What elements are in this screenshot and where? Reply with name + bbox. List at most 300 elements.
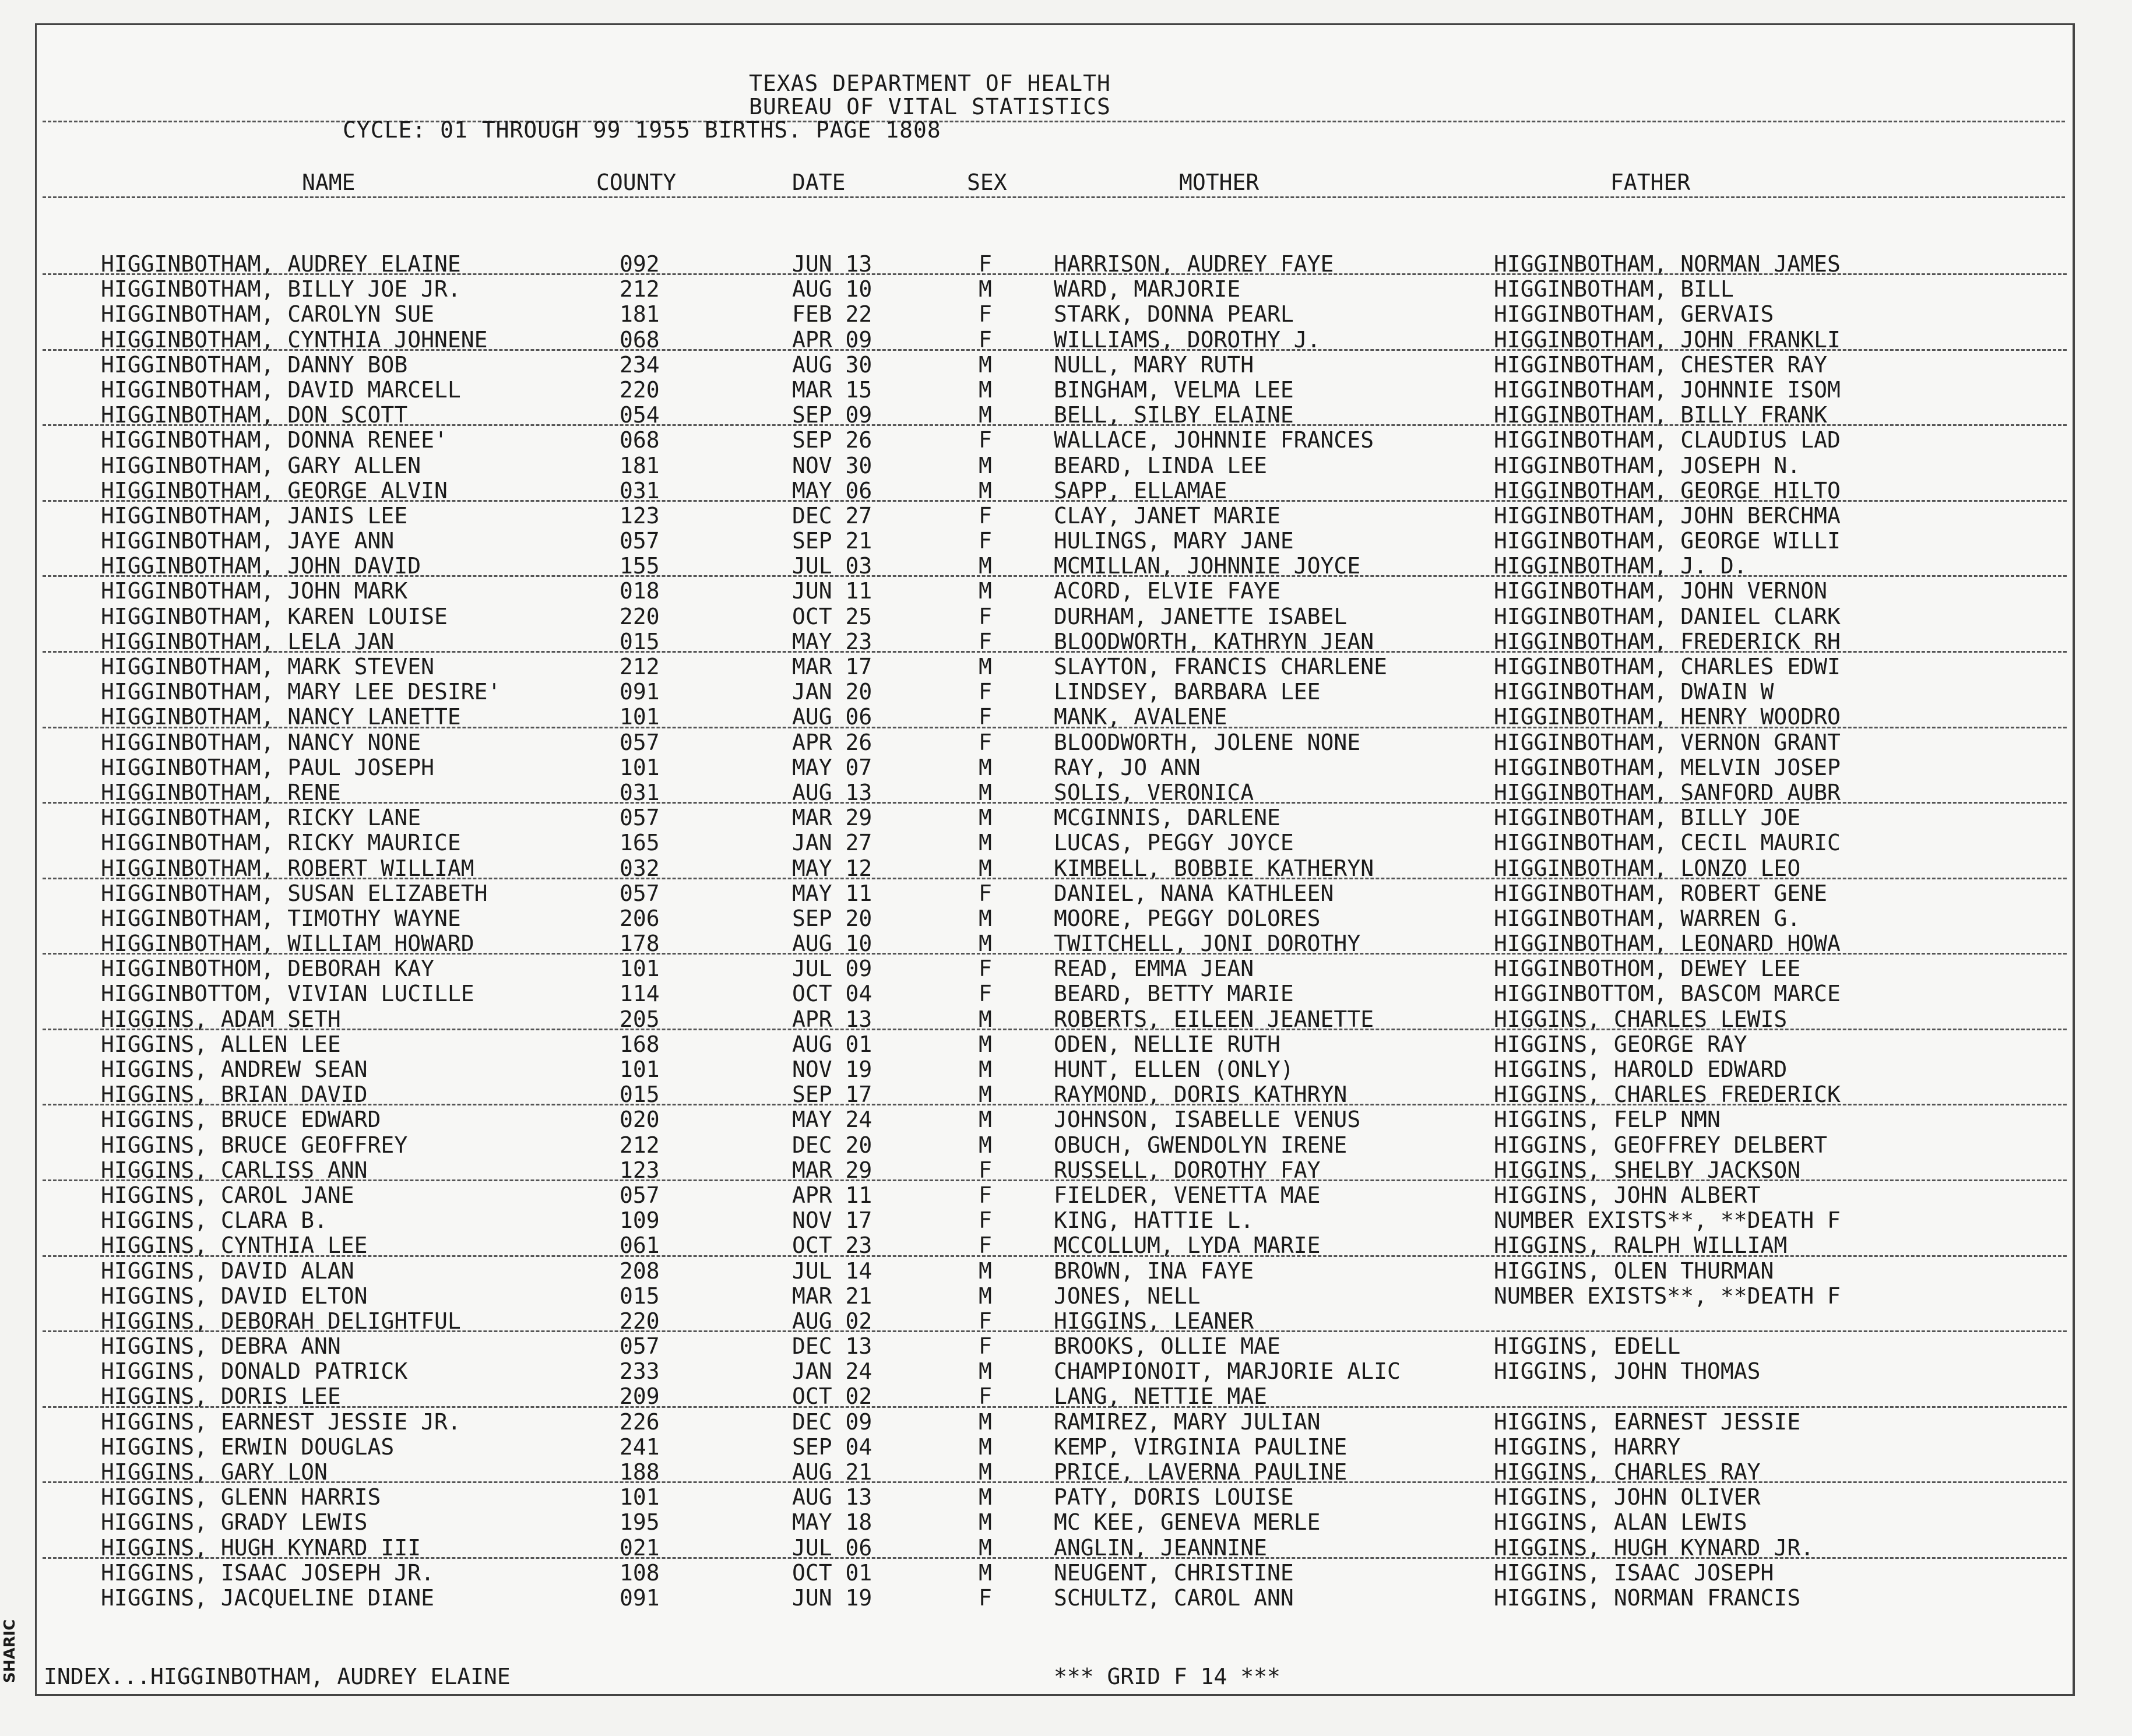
cell-father: HIGGINBOTHAM, GEORGE HILTO bbox=[1494, 477, 1841, 503]
table-row bbox=[37, 755, 2073, 780]
cell-name: HIGGINS, DAVID ELTON bbox=[101, 1283, 368, 1309]
cell-name: HIGGINS, GRADY LEWIS bbox=[101, 1509, 368, 1536]
cell-sex: F bbox=[979, 1233, 992, 1259]
cell-sex: F bbox=[979, 326, 992, 353]
cell-mother: BLOODWORTH, JOLENE NONE bbox=[1054, 729, 1361, 755]
cell-father: HIGGINS, EARNEST JESSIE bbox=[1494, 1408, 1801, 1435]
cell-name: HIGGINS, ANDREW SEAN bbox=[101, 1057, 368, 1082]
cell-mother: WARD, MARJORIE bbox=[1054, 276, 1241, 302]
cell-date: MAY 23 bbox=[792, 628, 872, 654]
cell-county: 212 bbox=[620, 276, 660, 302]
cell-father: NUMBER EXISTS**, **DEATH F bbox=[1494, 1207, 1841, 1234]
cell-sex: M bbox=[979, 931, 992, 957]
cell-father: HIGGINS, CHARLES RAY bbox=[1494, 1459, 1761, 1485]
column-county: COUNTY bbox=[596, 170, 677, 195]
cell-mother: RAYMOND, DORIS KATHRYN bbox=[1054, 1082, 1348, 1108]
cell-mother: PATY, DORIS LOUISE bbox=[1054, 1484, 1294, 1510]
cell-county: 068 bbox=[620, 427, 660, 453]
table-row bbox=[37, 654, 2073, 679]
cell-name: HIGGINBOTHAM, JOHN MARK bbox=[101, 578, 408, 604]
cell-father: HIGGINS, HUGH KYNARD JR. bbox=[1494, 1534, 1814, 1561]
table-row bbox=[37, 780, 2073, 805]
cell-date: SEP 20 bbox=[792, 905, 872, 931]
cell-sex: M bbox=[979, 402, 992, 428]
cell-sex: M bbox=[979, 654, 992, 679]
table-row bbox=[37, 1031, 2073, 1057]
cell-mother: MANK, AVALENE bbox=[1054, 704, 1227, 730]
cell-date: AUG 10 bbox=[792, 276, 872, 302]
cell-date: JAN 24 bbox=[792, 1358, 872, 1385]
cell-date: JUN 19 bbox=[792, 1584, 872, 1611]
cell-father: HIGGINS, ISAAC JOSEPH bbox=[1494, 1559, 1774, 1586]
cell-county: 234 bbox=[620, 351, 660, 378]
table-row bbox=[37, 881, 2073, 906]
cell-date: DEC 13 bbox=[792, 1333, 872, 1360]
cell-mother: KEMP, VIRGINIA PAULINE bbox=[1054, 1434, 1348, 1460]
cell-mother: ANGLIN, JEANNINE bbox=[1054, 1534, 1268, 1561]
cell-name: HIGGINBOTHAM, LELA JAN bbox=[101, 628, 395, 654]
table-row bbox=[37, 956, 2073, 981]
cell-mother: SAPP, ELLAMAE bbox=[1054, 477, 1227, 503]
cell-sex: M bbox=[979, 1107, 992, 1133]
cell-father: HIGGINBOTHAM, DANIEL CLARK bbox=[1494, 603, 1841, 629]
cell-sex: F bbox=[979, 251, 992, 277]
table-row bbox=[37, 1258, 2073, 1283]
cell-name: HIGGINS, CLARA B. bbox=[101, 1207, 328, 1234]
cell-sex: F bbox=[979, 1207, 992, 1234]
cell-sex: F bbox=[979, 1157, 992, 1183]
table-row bbox=[37, 1132, 2073, 1157]
cell-county: 031 bbox=[620, 779, 660, 805]
table-row bbox=[37, 276, 2073, 301]
cell-name: HIGGINBOTHAM, DON SCOTT bbox=[101, 402, 408, 428]
table-row bbox=[37, 503, 2073, 528]
cell-date: JUL 09 bbox=[792, 956, 872, 982]
cell-name: HIGGINBOTTOM, VIVIAN LUCILLE bbox=[101, 981, 474, 1007]
cell-mother: HULINGS, MARY JANE bbox=[1054, 528, 1294, 554]
table-row bbox=[37, 704, 2073, 729]
table-row bbox=[37, 1434, 2073, 1459]
cell-mother: HIGGINS, LEANER bbox=[1054, 1308, 1254, 1334]
cell-county: 101 bbox=[620, 956, 660, 982]
cell-name: HIGGINS, BRIAN DAVID bbox=[101, 1082, 368, 1108]
cell-county: 108 bbox=[620, 1559, 660, 1586]
cell-sex: M bbox=[979, 1484, 992, 1510]
cell-county: 178 bbox=[620, 931, 660, 957]
cell-date: APR 26 bbox=[792, 729, 872, 755]
cell-father: HIGGINBOTHAM, JOHN FRANKLI bbox=[1494, 326, 1841, 353]
cell-county: 057 bbox=[620, 880, 660, 906]
table-row bbox=[37, 1057, 2073, 1082]
cell-county: 018 bbox=[620, 578, 660, 604]
cell-name: HIGGINBOTHAM, AUDREY ELAINE bbox=[101, 251, 461, 277]
cell-county: 057 bbox=[620, 1182, 660, 1208]
cell-father: HIGGINS, GEORGE RAY bbox=[1494, 1031, 1747, 1057]
cell-date: APR 13 bbox=[792, 1006, 872, 1032]
cell-name: HIGGINBOTHAM, RICKY LANE bbox=[101, 805, 421, 831]
cell-mother: JONES, NELL bbox=[1054, 1283, 1201, 1309]
cell-sex: M bbox=[979, 779, 992, 805]
table-row bbox=[37, 604, 2073, 629]
cell-mother: BROWN, INA FAYE bbox=[1054, 1258, 1254, 1284]
cell-date: DEC 20 bbox=[792, 1132, 872, 1158]
index-label: INDEX...HIGGINBOTHAM, AUDREY ELAINE bbox=[44, 1664, 511, 1689]
cell-date: SEP 17 bbox=[792, 1082, 872, 1108]
table-row bbox=[37, 1207, 2073, 1233]
cell-sex: M bbox=[979, 1082, 992, 1108]
table-row bbox=[37, 251, 2073, 276]
cell-mother: WALLACE, JOHNNIE FRANCES bbox=[1054, 427, 1374, 453]
cell-mother: RAY, JO ANN bbox=[1054, 754, 1201, 780]
cell-county: 101 bbox=[620, 754, 660, 780]
cell-name: HIGGINS, DAVID ALAN bbox=[101, 1258, 354, 1284]
cell-name: HIGGINBOTHAM, MARY LEE DESIRE' bbox=[101, 679, 501, 705]
agency-title: TEXAS DEPARTMENT OF HEALTH bbox=[749, 71, 1111, 96]
cell-father: HIGGINBOTHAM, WARREN G. bbox=[1494, 905, 1801, 931]
table-row bbox=[37, 377, 2073, 402]
cell-date: JAN 27 bbox=[792, 830, 872, 856]
column-headers bbox=[37, 170, 2073, 199]
cell-date: DEC 27 bbox=[792, 502, 872, 529]
cell-father: HIGGINBOTHOM, DEWEY LEE bbox=[1494, 956, 1801, 982]
cell-name: HIGGINS, ERWIN DOUGLAS bbox=[101, 1434, 395, 1460]
cell-father: HIGGINBOTHAM, DWAIN W bbox=[1494, 679, 1774, 705]
cell-name: HIGGINS, DEBRA ANN bbox=[101, 1333, 341, 1360]
cell-date: APR 09 bbox=[792, 326, 872, 353]
cell-mother: RUSSELL, DOROTHY FAY bbox=[1054, 1157, 1321, 1183]
cell-date: MAY 11 bbox=[792, 880, 872, 906]
cell-name: HIGGINS, ISAAC JOSEPH JR. bbox=[101, 1559, 434, 1586]
cell-mother: WILLIAMS, DOROTHY J. bbox=[1054, 326, 1321, 353]
cell-mother: HARRISON, AUDREY FAYE bbox=[1054, 251, 1334, 277]
cell-date: OCT 23 bbox=[792, 1233, 872, 1259]
cell-father: HIGGINBOTHAM, MELVIN JOSEP bbox=[1494, 754, 1841, 780]
table-row bbox=[37, 1182, 2073, 1207]
cell-county: 220 bbox=[620, 376, 660, 403]
cell-sex: F bbox=[979, 1383, 992, 1410]
cell-sex: M bbox=[979, 578, 992, 604]
cell-name: HIGGINBOTHAM, JAYE ANN bbox=[101, 528, 395, 554]
table-row bbox=[37, 402, 2073, 427]
cell-sex: M bbox=[979, 376, 992, 403]
cell-father: HIGGINBOTHAM, CHESTER RAY bbox=[1494, 351, 1827, 378]
cell-county: 091 bbox=[620, 679, 660, 705]
cell-sex: M bbox=[979, 1509, 992, 1536]
cell-mother: HUNT, ELLEN (ONLY) bbox=[1054, 1057, 1294, 1082]
table-row bbox=[37, 1157, 2073, 1182]
cell-county: 101 bbox=[620, 1484, 660, 1510]
cell-sex: F bbox=[979, 1584, 992, 1611]
cell-father: HIGGINBOTHAM, BILL bbox=[1494, 276, 1734, 302]
cell-name: HIGGINBOTHAM, JANIS LEE bbox=[101, 502, 408, 529]
cell-date: AUG 02 bbox=[792, 1308, 872, 1334]
cell-mother: BELL, SILBY ELAINE bbox=[1054, 402, 1294, 428]
cell-name: HIGGINBOTHAM, DAVID MARCELL bbox=[101, 376, 461, 403]
table-row bbox=[37, 327, 2073, 352]
cell-county: 181 bbox=[620, 452, 660, 478]
table-row bbox=[37, 1560, 2073, 1585]
cell-date: MAR 17 bbox=[792, 654, 872, 679]
cell-county: 206 bbox=[620, 905, 660, 931]
cell-date: AUG 10 bbox=[792, 931, 872, 957]
cell-sex: M bbox=[979, 1459, 992, 1485]
cell-date: MAR 29 bbox=[792, 805, 872, 831]
cell-sex: F bbox=[979, 880, 992, 906]
cell-date: AUG 13 bbox=[792, 1484, 872, 1510]
cell-mother: ACORD, ELVIE FAYE bbox=[1054, 578, 1280, 604]
cell-mother: TWITCHELL, JONI DOROTHY bbox=[1054, 931, 1361, 957]
cell-date: AUG 30 bbox=[792, 351, 872, 378]
cell-sex: F bbox=[979, 528, 992, 554]
cell-county: 015 bbox=[620, 1283, 660, 1309]
cell-county: 220 bbox=[620, 603, 660, 629]
cell-date: OCT 25 bbox=[792, 603, 872, 629]
cell-father: HIGGINBOTHAM, HENRY WOODRO bbox=[1494, 704, 1841, 730]
cell-county: 054 bbox=[620, 402, 660, 428]
cell-sex: M bbox=[979, 754, 992, 780]
cell-father: NUMBER EXISTS**, **DEATH F bbox=[1494, 1283, 1841, 1309]
cell-sex: M bbox=[979, 830, 992, 856]
cell-mother: SCHULTZ, CAROL ANN bbox=[1054, 1584, 1294, 1611]
column-name: NAME bbox=[302, 170, 356, 195]
table-row bbox=[37, 830, 2073, 855]
cell-sex: M bbox=[979, 805, 992, 831]
cell-date: JUL 14 bbox=[792, 1258, 872, 1284]
cell-county: 205 bbox=[620, 1006, 660, 1032]
cell-father: HIGGINBOTTOM, BASCOM MARCE bbox=[1494, 981, 1841, 1007]
cell-father: HIGGINBOTHAM, BILLY FRANK bbox=[1494, 402, 1827, 428]
cell-county: 091 bbox=[620, 1584, 660, 1611]
cell-county: 165 bbox=[620, 830, 660, 856]
cell-sex: F bbox=[979, 981, 992, 1007]
cell-county: 032 bbox=[620, 855, 660, 881]
table-row bbox=[37, 427, 2073, 452]
cell-father: HIGGINBOTHAM, SANFORD AUBR bbox=[1494, 779, 1841, 805]
cell-county: 168 bbox=[620, 1031, 660, 1057]
cell-sex: M bbox=[979, 1408, 992, 1435]
cell-name: HIGGINBOTHOM, DEBORAH KAY bbox=[101, 956, 434, 982]
cell-father: HIGGINBOTHAM, CECIL MAURIC bbox=[1494, 830, 1841, 856]
cell-name: HIGGINBOTHAM, PAUL JOSEPH bbox=[101, 754, 434, 780]
cell-mother: CHAMPIONOIT, MARJORIE ALIC bbox=[1054, 1358, 1401, 1385]
cell-name: HIGGINBOTHAM, BILLY JOE JR. bbox=[101, 276, 461, 302]
cell-date: NOV 19 bbox=[792, 1057, 872, 1082]
table-row bbox=[37, 1535, 2073, 1560]
cell-father: HIGGINS, NORMAN FRANCIS bbox=[1494, 1584, 1801, 1611]
cell-name: HIGGINBOTHAM, WILLIAM HOWARD bbox=[101, 931, 474, 957]
cell-father: HIGGINBOTHAM, LEONARD HOWA bbox=[1494, 931, 1841, 957]
cell-county: 101 bbox=[620, 1057, 660, 1082]
cell-county: 057 bbox=[620, 805, 660, 831]
cell-county: 220 bbox=[620, 1308, 660, 1334]
cell-county: 057 bbox=[620, 1333, 660, 1360]
cell-name: HIGGINBOTHAM, DONNA RENEE' bbox=[101, 427, 448, 453]
cell-mother: LANG, NETTIE MAE bbox=[1054, 1383, 1268, 1410]
cell-father: HIGGINS, SHELBY JACKSON bbox=[1494, 1157, 1801, 1183]
cell-sex: M bbox=[979, 1057, 992, 1082]
records-list bbox=[37, 251, 2073, 1610]
cell-date: JUN 13 bbox=[792, 251, 872, 277]
table-row bbox=[37, 301, 2073, 326]
cell-county: 092 bbox=[620, 251, 660, 277]
cell-county: 020 bbox=[620, 1107, 660, 1133]
cell-sex: M bbox=[979, 1559, 992, 1586]
cell-date: MAR 29 bbox=[792, 1157, 872, 1183]
cell-date: MAY 18 bbox=[792, 1509, 872, 1536]
cell-name: HIGGINS, CAROL JANE bbox=[101, 1182, 354, 1208]
table-row bbox=[37, 1333, 2073, 1358]
table-row bbox=[37, 1283, 2073, 1308]
cell-sex: F bbox=[979, 1308, 992, 1334]
cell-county: 208 bbox=[620, 1258, 660, 1284]
cell-date: MAY 07 bbox=[792, 754, 872, 780]
cycle-line: CYCLE: 01 THROUGH 99 1955 BIRTHS. PAGE 1808 bbox=[343, 117, 941, 143]
cell-father: HIGGINS, JOHN OLIVER bbox=[1494, 1484, 1761, 1510]
cell-date: MAR 15 bbox=[792, 376, 872, 403]
cell-name: HIGGINBOTHAM, JOHN DAVID bbox=[101, 553, 421, 579]
cell-name: HIGGINBOTHAM, RICKY MAURICE bbox=[101, 830, 461, 856]
cell-name: HIGGINBOTHAM, NANCY NONE bbox=[101, 729, 421, 755]
cell-date: MAY 06 bbox=[792, 477, 872, 503]
cell-date: FEB 22 bbox=[792, 301, 872, 328]
cell-father: HIGGINBOTHAM, NORMAN JAMES bbox=[1494, 251, 1841, 277]
cell-county: 233 bbox=[620, 1358, 660, 1385]
cell-date: SEP 26 bbox=[792, 427, 872, 453]
table-row bbox=[37, 1409, 2073, 1434]
cell-name: HIGGINBOTHAM, TIMOTHY WAYNE bbox=[101, 905, 461, 931]
cell-county: 021 bbox=[620, 1534, 660, 1561]
cell-name: HIGGINBOTHAM, GARY ALLEN bbox=[101, 452, 421, 478]
cell-name: HIGGINS, CYNTHIA LEE bbox=[101, 1233, 368, 1259]
cell-county: 109 bbox=[620, 1207, 660, 1234]
table-row bbox=[37, 629, 2073, 654]
cell-sex: F bbox=[979, 729, 992, 755]
cell-sex: M bbox=[979, 1534, 992, 1561]
cell-mother: FIELDER, VENETTA MAE bbox=[1054, 1182, 1321, 1208]
cell-sex: M bbox=[979, 855, 992, 881]
cell-sex: M bbox=[979, 1006, 992, 1032]
cell-mother: MCMILLAN, JOHNNIE JOYCE bbox=[1054, 553, 1361, 579]
cell-sex: M bbox=[979, 1132, 992, 1158]
cell-name: HIGGINS, HUGH KYNARD III bbox=[101, 1534, 421, 1561]
cell-sex: M bbox=[979, 1358, 992, 1385]
table-row bbox=[37, 1082, 2073, 1107]
cell-mother: BEARD, BETTY MARIE bbox=[1054, 981, 1294, 1007]
cell-sex: F bbox=[979, 704, 992, 730]
column-date: DATE bbox=[792, 170, 846, 195]
cell-father: HIGGINS, RALPH WILLIAM bbox=[1494, 1233, 1788, 1259]
cell-father: HIGGINBOTHAM, J. D. bbox=[1494, 553, 1747, 579]
table-row bbox=[37, 679, 2073, 704]
cell-mother: CLAY, JANET MARIE bbox=[1054, 502, 1280, 529]
cell-father: HIGGINS, CHARLES FREDERICK bbox=[1494, 1082, 1841, 1108]
cell-sex: M bbox=[979, 452, 992, 478]
side-label: SHARIC bbox=[1, 1619, 19, 1683]
cell-date: SEP 21 bbox=[792, 528, 872, 554]
cell-father: HIGGINS, FELP NMN bbox=[1494, 1107, 1721, 1133]
cell-father: HIGGINS, JOHN ALBERT bbox=[1494, 1182, 1761, 1208]
cell-name: HIGGINS, BRUCE EDWARD bbox=[101, 1107, 381, 1133]
table-row bbox=[37, 981, 2073, 1006]
cell-sex: F bbox=[979, 628, 992, 654]
cell-county: 057 bbox=[620, 528, 660, 554]
cell-date: SEP 09 bbox=[792, 402, 872, 428]
cell-mother: KING, HATTIE L. bbox=[1054, 1207, 1254, 1234]
table-row bbox=[37, 1107, 2073, 1132]
cell-date: AUG 13 bbox=[792, 779, 872, 805]
cell-sex: F bbox=[979, 301, 992, 328]
cell-county: 241 bbox=[620, 1434, 660, 1460]
cell-father: HIGGINBOTHAM, CHARLES EDWI bbox=[1494, 654, 1841, 679]
cell-county: 068 bbox=[620, 326, 660, 353]
cell-mother: STARK, DONNA PEARL bbox=[1054, 301, 1294, 328]
cell-name: HIGGINS, CARLISS ANN bbox=[101, 1157, 368, 1183]
cell-mother: LUCAS, PEGGY JOYCE bbox=[1054, 830, 1294, 856]
cell-county: 061 bbox=[620, 1233, 660, 1259]
cell-father: HIGGINBOTHAM, ROBERT GENE bbox=[1494, 880, 1827, 906]
cell-father: HIGGINBOTHAM, JOHN BERCHMA bbox=[1494, 502, 1841, 529]
cell-name: HIGGINBOTHAM, NANCY LANETTE bbox=[101, 704, 461, 730]
cell-name: HIGGINS, DEBORAH DELIGHTFUL bbox=[101, 1308, 461, 1334]
cell-father: HIGGINS, JOHN THOMAS bbox=[1494, 1358, 1761, 1385]
cell-county: 031 bbox=[620, 477, 660, 503]
cell-date: MAY 12 bbox=[792, 855, 872, 881]
column-mother: MOTHER bbox=[1179, 170, 1260, 195]
cell-sex: M bbox=[979, 351, 992, 378]
cell-father: HIGGINBOTHAM, JOHN VERNON bbox=[1494, 578, 1827, 604]
cell-county: 101 bbox=[620, 704, 660, 730]
cell-county: 181 bbox=[620, 301, 660, 328]
cell-name: HIGGINS, EARNEST JESSIE JR. bbox=[101, 1408, 461, 1435]
grid-label: *** GRID F 14 *** bbox=[1054, 1664, 1280, 1689]
table-row bbox=[37, 855, 2073, 881]
cell-county: 057 bbox=[620, 729, 660, 755]
table-row bbox=[37, 352, 2073, 377]
cell-county: 226 bbox=[620, 1408, 660, 1435]
cell-sex: F bbox=[979, 679, 992, 705]
cell-county: 212 bbox=[620, 1132, 660, 1158]
cell-county: 188 bbox=[620, 1459, 660, 1485]
cell-date: APR 11 bbox=[792, 1182, 872, 1208]
cell-mother: MC KEE, GENEVA MERLE bbox=[1054, 1509, 1321, 1536]
cell-name: HIGGINBOTHAM, SUSAN ELIZABETH bbox=[101, 880, 488, 906]
cell-sex: M bbox=[979, 1283, 992, 1309]
cell-sex: F bbox=[979, 1182, 992, 1208]
cell-name: HIGGINS, DORIS LEE bbox=[101, 1383, 341, 1410]
cell-mother: LINDSEY, BARBARA LEE bbox=[1054, 679, 1321, 705]
cell-father: HIGGINS, OLEN THURMAN bbox=[1494, 1258, 1774, 1284]
cell-county: 123 bbox=[620, 1157, 660, 1183]
cell-name: HIGGINBOTHAM, RENE bbox=[101, 779, 341, 805]
table-row bbox=[37, 1308, 2073, 1333]
column-sex: SEX bbox=[967, 170, 1007, 195]
table-row bbox=[37, 1383, 2073, 1408]
table-row bbox=[37, 906, 2073, 931]
cell-date: JUL 03 bbox=[792, 553, 872, 579]
cell-mother: ROBERTS, EILEEN JEANETTE bbox=[1054, 1006, 1374, 1032]
cell-name: HIGGINS, JACQUELINE DIANE bbox=[101, 1584, 434, 1611]
cell-sex: M bbox=[979, 1258, 992, 1284]
cell-father: HIGGINS, EDELL bbox=[1494, 1333, 1681, 1360]
cell-father: HIGGINBOTHAM, BILLY JOE bbox=[1494, 805, 1801, 831]
cell-mother: SOLIS, VERONICA bbox=[1054, 779, 1254, 805]
cell-date: MAR 21 bbox=[792, 1283, 872, 1309]
table-row bbox=[37, 1006, 2073, 1031]
table-row bbox=[37, 553, 2073, 578]
cell-mother: MOORE, PEGGY DOLORES bbox=[1054, 905, 1321, 931]
cell-father: HIGGINS, ALAN LEWIS bbox=[1494, 1509, 1747, 1536]
cell-mother: BEARD, LINDA LEE bbox=[1054, 452, 1268, 478]
